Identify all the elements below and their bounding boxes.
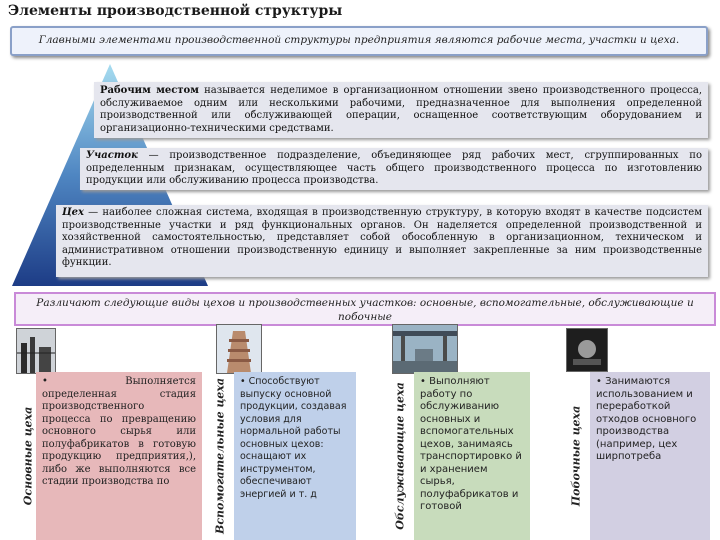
auxiliary-shops-label: Вспомогательные цеха	[213, 378, 227, 534]
crane-photo	[392, 324, 458, 374]
shop-definition	[56, 205, 708, 277]
by-product-shops-description: • Занимаются использованием и переработкой отходов основного производства (например, цех ширпотреба	[590, 372, 710, 540]
auxiliary-shops-description: • Способствуют выпуску основной продукции, создавая условия для нормальной работы основных цехов: оснащают их инструментом, обеспечивают энергией и т. д	[234, 372, 356, 540]
factory-photo	[16, 328, 56, 374]
section-term: Участок	[86, 150, 138, 161]
by-product-shops-label: Побочные цеха	[569, 405, 583, 507]
section-definition	[80, 148, 708, 190]
workplace-term: Рабочим местом	[100, 85, 199, 96]
tower-photo	[216, 324, 262, 374]
section-text: — производственное подразделение, объединяющее ряд рабочих мест, сгруппированных по определенным признакам, осуществляющее часть общего производственного процесса по изготовлению продукции или обслуживанию процесса производства.	[86, 150, 702, 186]
workshop-photo	[566, 328, 608, 372]
main-shops-label: Основные цеха	[21, 406, 35, 506]
main-shops-description: • Выполняется определенная стадия производственного процесса по превращению основного сырья или полуфабрикатов в готовую продукцию предприятия,), либо же выполняются все стадии производства по	[36, 372, 202, 540]
subtitle-text: Главными элементами производственной структуры предприятия являются рабочие места, участки и цеха.	[38, 34, 680, 46]
service-shops-label: Обслуживающие цеха	[393, 382, 407, 530]
service-shops-description: • Выполняют работу по обслуживанию основных и вспомогательных цехов, занимаясь транспортировко й и хранением сырья, полуфабрикатов и готовой	[414, 372, 530, 540]
workplace-definition	[94, 82, 708, 138]
kinds-banner: Различают следующие виды цехов и производственных участков: основные, вспомогательные, обслуживающие и побочные	[14, 292, 716, 326]
page-title: Элементы производственной структуры	[8, 3, 343, 19]
workplace-text: называется неделимое в организационном отношении звено производственного процесса, обслуживаемое одним или несколькими рабочими, предназначенное для выполнения определенной производственной или обслуживающей операции, оснащенное соответствующим оборудованием и организационно-техническими средствами.	[100, 85, 703, 134]
shop-text: — наиболее сложная система, входящая в производственную структуру, в которую входят в качестве подсистем производственные участки и ряд функциональных органов. Он наделяется определенной производственной и хозяйственной самостоятельностью, представляет собой обособленную в организационном, техническом и административном отношении производственную единицу и выполняет закрепленные за ним производственные функции.	[62, 207, 702, 268]
shop-term: Цех	[62, 207, 84, 218]
